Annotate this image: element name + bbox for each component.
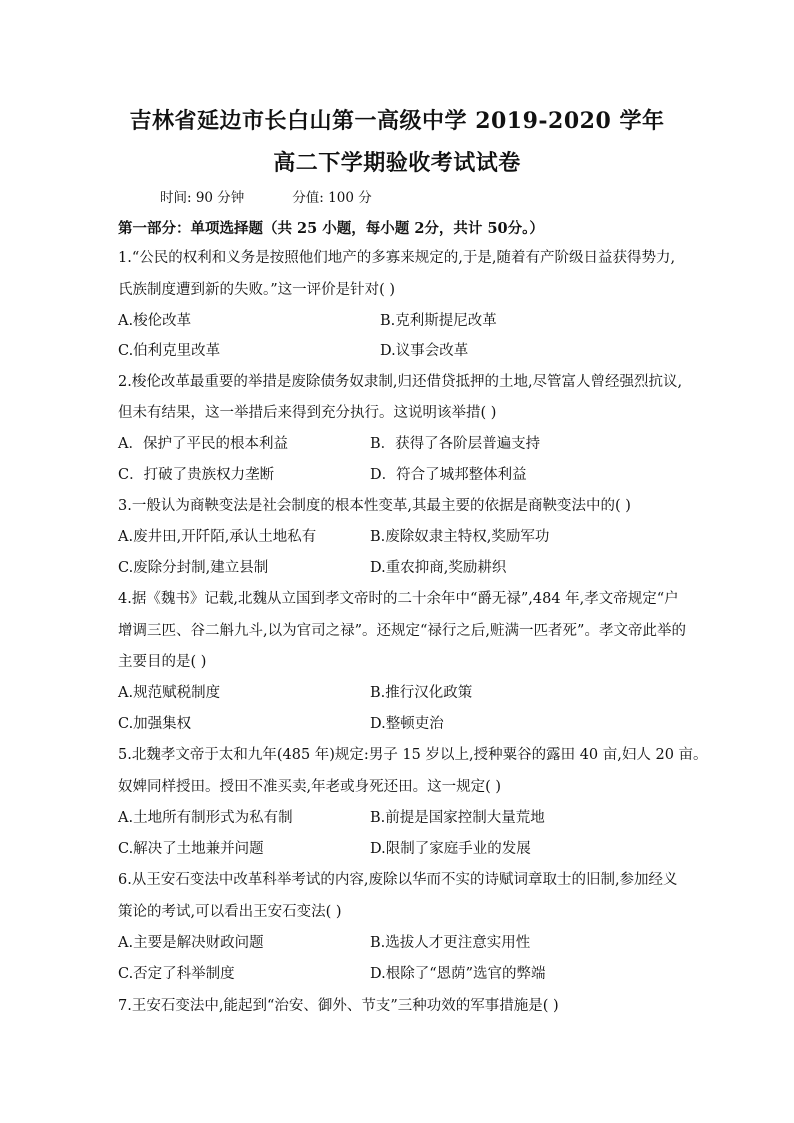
option-d: D.重农抑商,奖励耕织: [370, 560, 507, 576]
option-d: D.整顿吏治: [370, 716, 444, 732]
option-b: B．获得了各阶层普遍支持: [370, 436, 541, 452]
option-a: A.主要是解决财政问题: [118, 935, 264, 951]
option-a: A.土地所有制形式为私有制: [118, 810, 293, 826]
option-c: C.加强集权: [118, 716, 192, 732]
question-text: 4.据《魏书》记载,北魏从立国到孝文帝时的二十余年中“爵无禄”,484 年,孝文帝规定“户: [118, 591, 679, 607]
option-a: A.废井田,开阡陌,承认土地私有: [118, 529, 317, 545]
option-c: C.否定了科举制度: [118, 966, 235, 982]
question-text: 但未有结果，这一举措后来得到充分执行。这说明该举措( ): [118, 405, 497, 421]
question-text: 主要目的是( ): [118, 654, 207, 670]
option-a: A．保护了平民的根本利益: [118, 436, 288, 452]
option-d: D.限制了家庭手业的发展: [370, 841, 531, 857]
question-text: 策论的考试,可以看出王安石变法( ): [118, 904, 342, 920]
option-c: C．打破了贵族权力垄断: [118, 467, 275, 483]
exam-title-line2: 高二下学期验收考试试卷: [273, 150, 521, 176]
option-c: C.解决了土地兼并问题: [118, 841, 264, 857]
option-c: C.伯利克里改革: [118, 343, 221, 359]
option-d: D.根除了“恩荫”选官的弊端: [370, 966, 546, 982]
option-a: A.梭伦改革: [118, 313, 192, 329]
exam-title-line1: 吉林省延边市长白山第一高级中学 2019-2020 学年: [129, 108, 665, 134]
question-text: 5.北魏孝文帝于太和九年(485 年)规定:男子 15 岁以上,授种粟谷的露田 40 亩,妇人 20 亩。: [118, 747, 708, 763]
question-text: 2.梭伦改革最重要的举措是废除债务奴隶制,归还借贷抵押的土地,尽管富人曾经强烈抗议,: [118, 374, 683, 390]
option-c: C.废除分封制,建立县制: [118, 560, 269, 576]
option-b: B.废除奴隶主特权,奖励军功: [370, 529, 550, 545]
question-text: 3.一般认为商鞅变法是社会制度的根本性变革,其最主要的依据是商鞅变法中的( ): [118, 498, 631, 514]
question-text: 奴婢同样授田。授田不准买卖,年老或身死还田。这一规定( ): [118, 779, 502, 795]
question-text: 氏族制度遭到新的失败。”这一评价是针对( ): [118, 282, 396, 298]
option-b: B.克利斯提尼改革: [380, 313, 497, 329]
option-a: A.规范赋税制度: [118, 685, 221, 701]
section-title: 第一部分：单项选择题（共 25 小题，每小题 2分，共计 50分。）: [118, 220, 544, 237]
question-text: 7.王安石变法中,能起到“治安、御外、节支”三种功效的军事措施是( ): [118, 998, 559, 1014]
option-d: D．符合了城邦整体利益: [370, 467, 527, 483]
question-text: 1.“公民的权利和义务是按照他们地产的多寡来规定的,于是,随着有产阶级日益获得势力,: [118, 250, 676, 266]
option-b: B.前提是国家控制大量荒地: [370, 810, 545, 826]
question-text: 增调三匹、谷二斛九斗,以为官司之禄”。还规定“禄行之后,赃满一匹者死”。孝文帝此举的: [118, 623, 686, 639]
exam-score: 分值: 100 分: [292, 190, 372, 206]
option-b: B.推行汉化政策: [370, 685, 473, 701]
question-text: 6.从王安石变法中改革科举考试的内容,废除以华而不实的诗赋词章取士的旧制,参加经义: [118, 872, 678, 888]
option-b: B.选拔人才更注意实用性: [370, 935, 531, 951]
exam-time: 时间: 90 分钟: [160, 190, 245, 206]
exam-meta: [160, 186, 372, 206]
option-d: D.议事会改革: [380, 343, 469, 359]
